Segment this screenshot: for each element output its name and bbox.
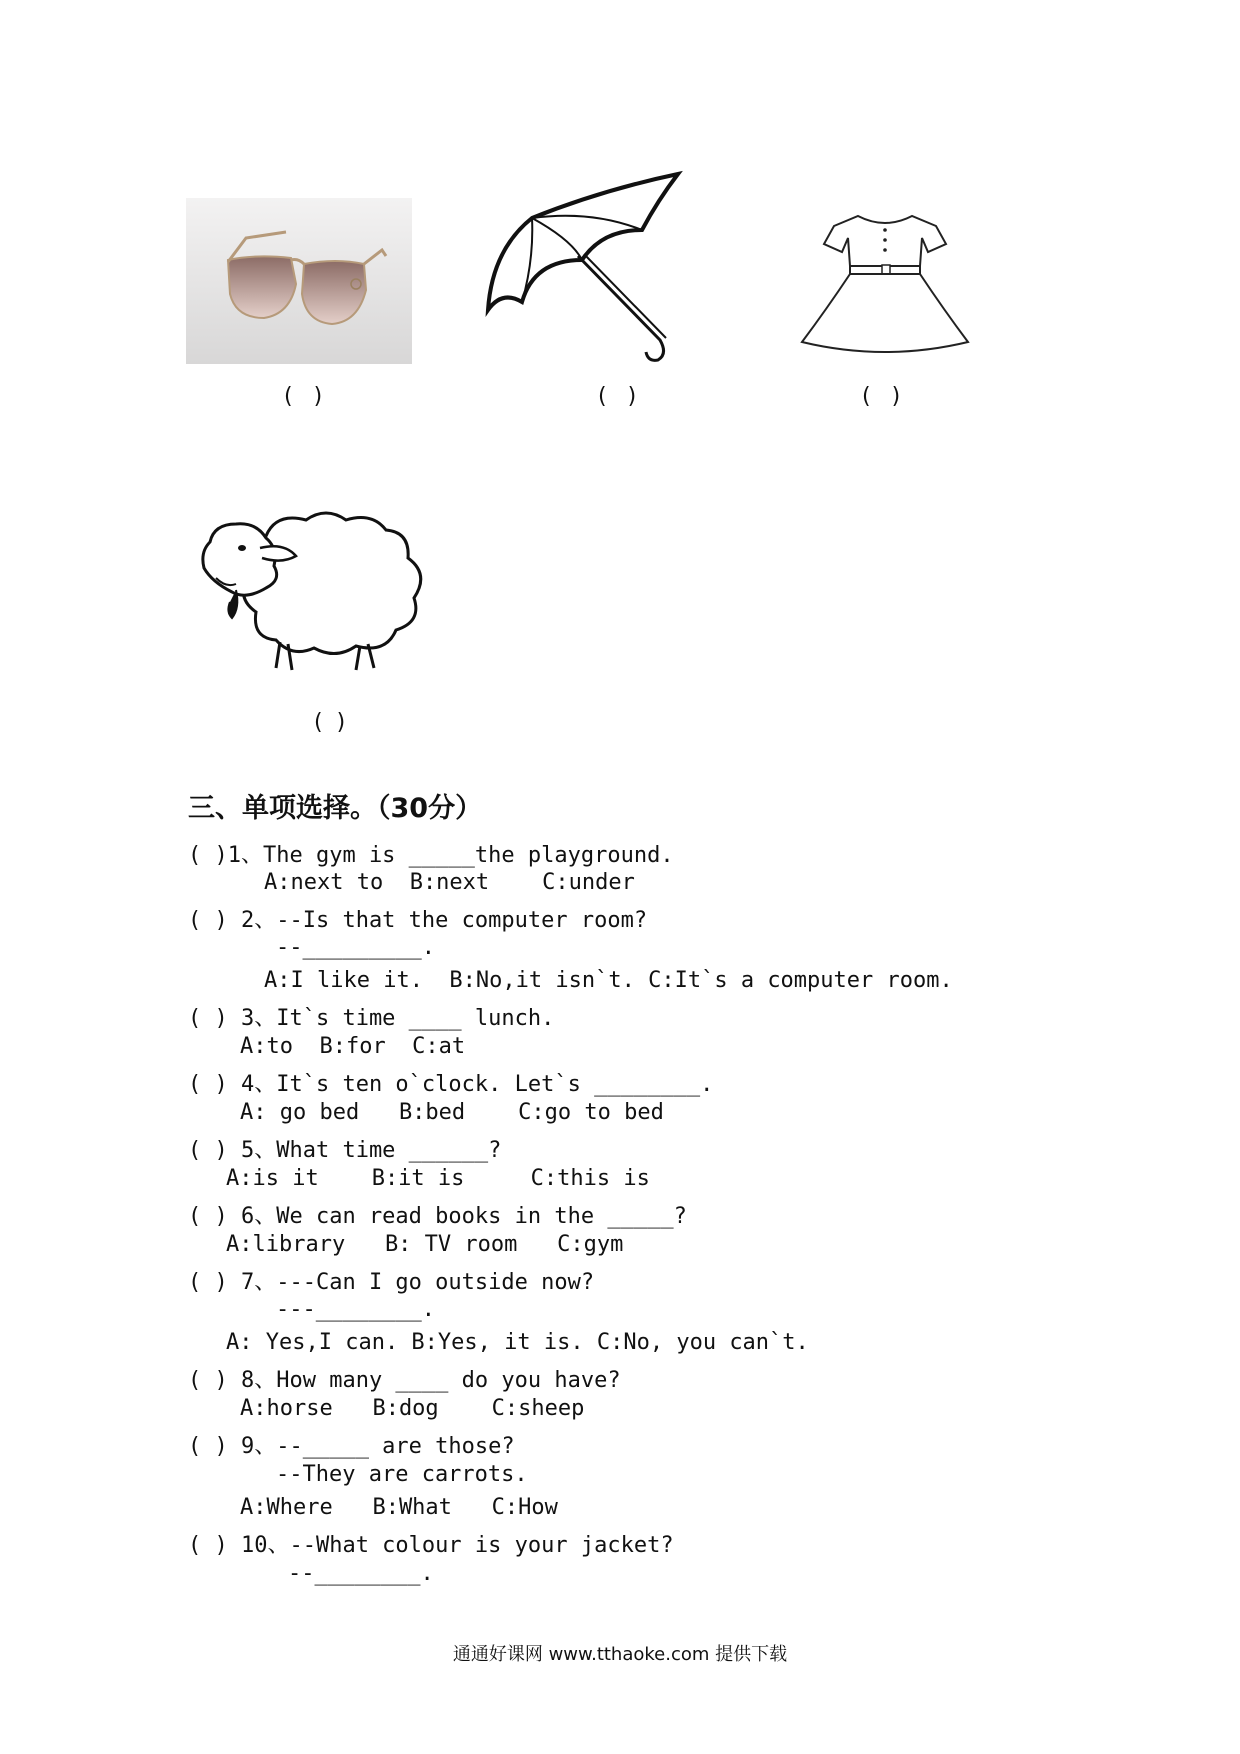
- question-9-options: A:Where B:What C:How: [240, 1495, 558, 1520]
- dress-icon: [796, 210, 974, 362]
- sheep-picture: [196, 508, 446, 678]
- answer-paren-3[interactable]: ( ): [862, 384, 901, 409]
- question-1-options: A:next to B:next C:under: [264, 870, 635, 895]
- question-5: ( ) 5、What time ______?: [188, 1138, 502, 1163]
- sunglasses-icon: [186, 198, 412, 364]
- question-6-options: A:library B: TV room C:gym: [226, 1232, 624, 1257]
- question-8: ( ) 8、How many ____ do you have?: [188, 1368, 621, 1393]
- dress-picture: [796, 210, 974, 362]
- question-7-options: A: Yes,I can. B:Yes, it is. C:No, you can`t.: [226, 1330, 809, 1355]
- question-9: ( ) 9、--_____ are those?: [188, 1434, 515, 1459]
- question-2-answer-blank: --_________.: [276, 935, 435, 960]
- answer-paren-4[interactable]: ( ): [314, 710, 346, 735]
- question-10-answer-blank: --________.: [288, 1561, 434, 1586]
- question-3-options: A:to B:for C:at: [240, 1034, 466, 1059]
- question-2-options: A:I like it. B:No,it isn`t. C:It`s a computer room.: [264, 968, 953, 993]
- question-7-answer-blank: ---________.: [276, 1297, 435, 1322]
- umbrella-picture: [482, 170, 690, 370]
- question-5-options: A:is it B:it is C:this is: [226, 1166, 650, 1191]
- question-4: ( ) 4、It`s ten o`clock. Let`s ________.: [188, 1072, 714, 1097]
- question-7: ( ) 7、---Can I go outside now?: [188, 1270, 595, 1295]
- question-6: ( ) 6、We can read books in the _____?: [188, 1204, 687, 1229]
- umbrella-icon: [482, 170, 690, 370]
- question-4-options: A: go bed B:bed C:go to bed: [240, 1100, 664, 1125]
- question-8-options: A:horse B:dog C:sheep: [240, 1396, 585, 1421]
- question-2: ( ) 2、--Is that the computer room?: [188, 908, 648, 933]
- page-footer: 通通好课网 www.tthaoke.com 提供下载: [452, 1644, 788, 1665]
- question-10: ( ) 10、--What colour is your jacket?: [188, 1533, 674, 1558]
- answer-paren-1[interactable]: ( ): [284, 384, 323, 409]
- answer-paren-2[interactable]: ( ): [598, 384, 637, 409]
- sunglasses-picture: [186, 198, 412, 364]
- question-3: ( ) 3、It`s time ____ lunch.: [188, 1006, 555, 1031]
- sheep-icon: [196, 508, 446, 678]
- section-title: 三、单项选择。（30分）: [188, 793, 483, 824]
- question-9-answer: --They are carrots.: [276, 1462, 528, 1487]
- question-1: ( )1、The gym is _____the playground.: [188, 843, 674, 868]
